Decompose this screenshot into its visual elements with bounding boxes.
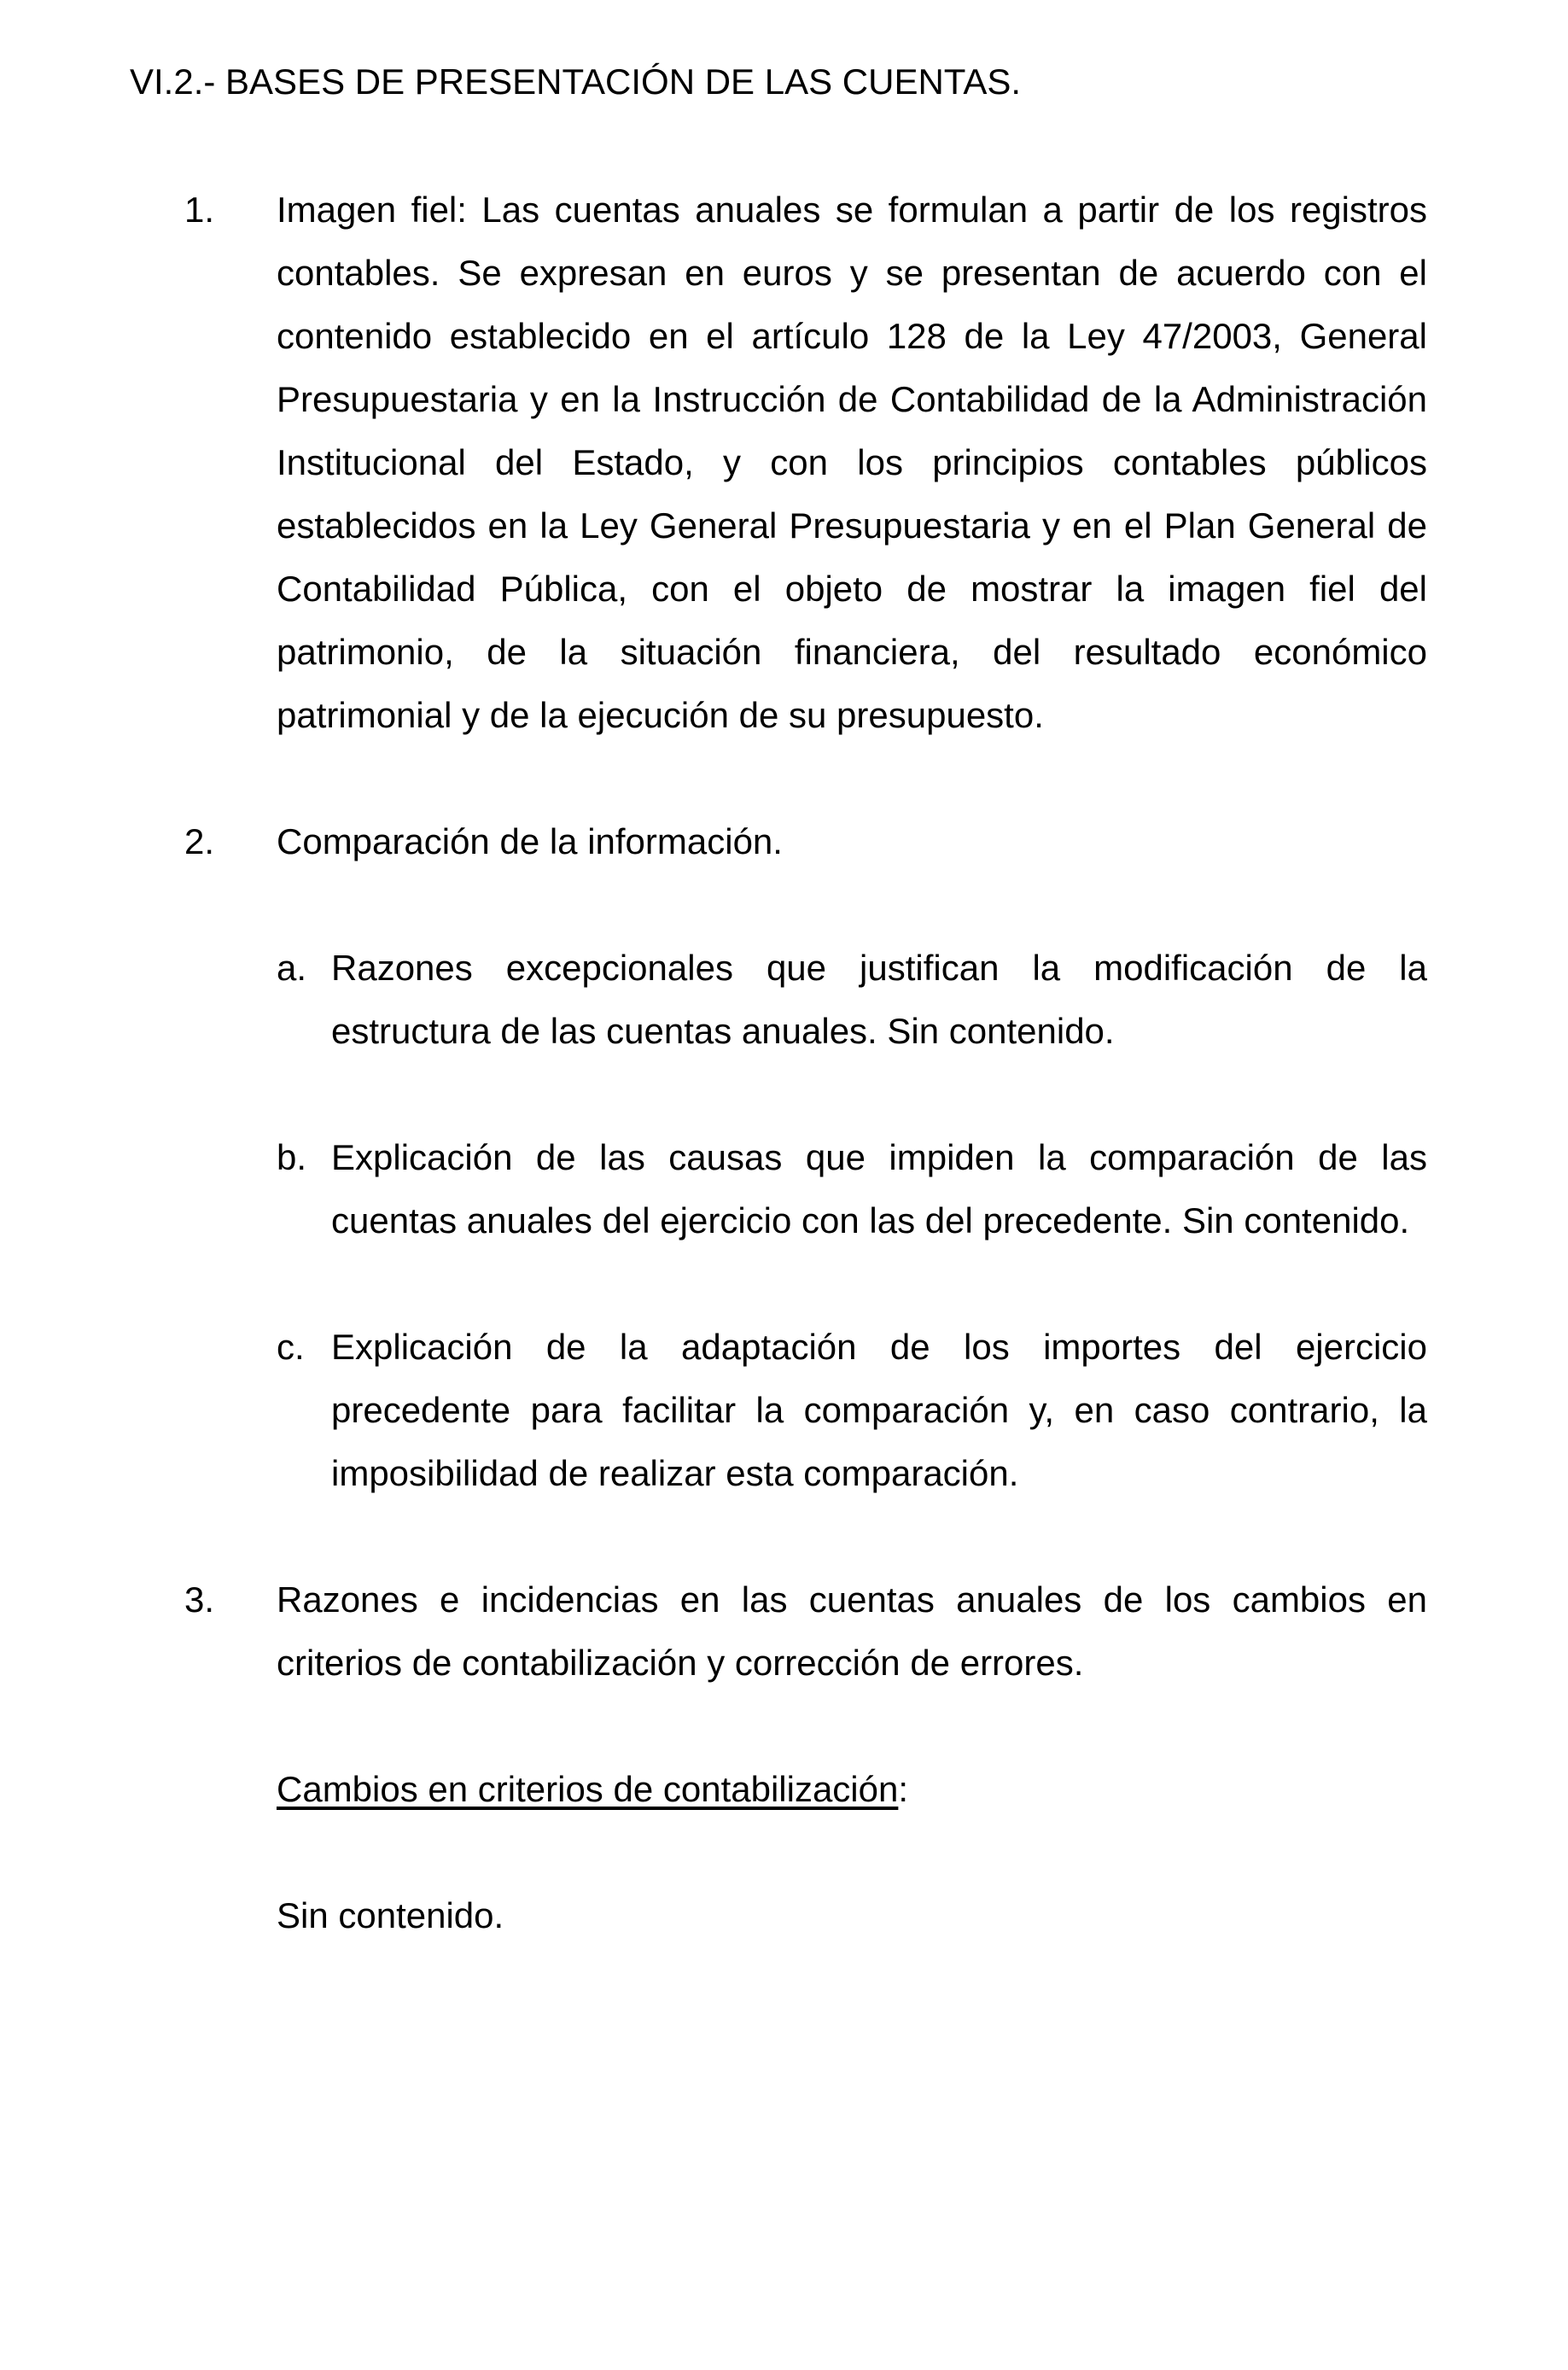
subitem-b-letter: b. [277, 1137, 307, 1177]
subitem-c-letter: c. [277, 1327, 305, 1367]
subheading-changes-colon: : [898, 1769, 909, 1809]
item-2-number: 2. [184, 821, 215, 861]
item-2-text: Comparación de la información. [277, 821, 783, 861]
subitem-c [277, 1316, 1427, 1505]
subheading-changes-label: Cambios en criterios de contabilización [277, 1769, 899, 1809]
item-1-number: 1. [184, 190, 215, 230]
subitem-a [277, 937, 1427, 1063]
subitem-c-text: Explicación de la adaptación de los importes del ejercicio precedente para facilitar la comparación y, en caso contrario, la imposibilidad de realizar esta comparación. [331, 1327, 1427, 1493]
subheading-changes [277, 1758, 908, 1821]
subitem-a-text: Razones excepcionales que justifican la modificación de la estructura de las cuentas anuales. Sin contenido. [331, 948, 1427, 1051]
no-content-text: Sin contenido. [277, 1895, 504, 1935]
subitem-a-letter: a. [277, 948, 307, 988]
item-1-text: Imagen fiel: Las cuentas anuales se formulan a partir de los registros contables. Se expresan en euros y se presentan de acuerdo con el contenido establecido en el artículo 128 de la Ley 47/2003, General Presupuestaria y en la Instrucción de Contabilidad de la Administración Institucional del Estado, y con los principios contables públicos establecidos en la Ley General Presupuestaria y en el Plan General de Contabilidad Pública, con el objeto de mostrar la imagen fiel del patrimonio, de la situación financiera, del resultado económico patrimonial y de la ejecución de su presupuesto. [277, 190, 1427, 735]
subitem-b [277, 1126, 1427, 1252]
item-3-text: Razones e incidencias en las cuentas anuales de los cambios en criterios de contabilización y corrección de errores. [277, 1579, 1427, 1683]
item-3-number: 3. [184, 1579, 215, 1620]
section-heading: VI.2.- BASES DE PRESENTACIÓN DE LAS CUENTAS. [130, 61, 1022, 102]
subitem-b-text: Explicación de las causas que impiden la comparación de las cuentas anuales del ejercicio con las del precedente. Sin contenido. [331, 1137, 1427, 1240]
